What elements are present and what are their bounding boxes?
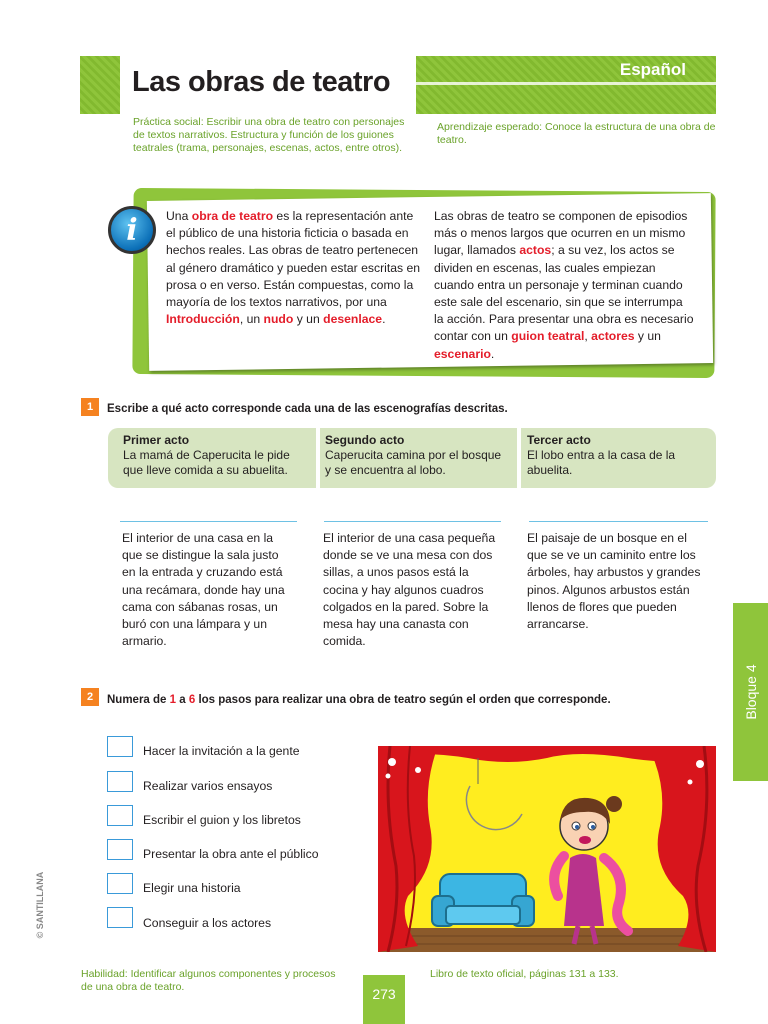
header-left-stripe <box>80 56 120 114</box>
page-title: Las obras de teatro <box>132 66 391 98</box>
term-guion-teatral: guion teatral <box>511 329 585 344</box>
info-icon: i <box>108 206 156 254</box>
act-cell <box>123 433 313 478</box>
social-practice: Práctica social: Escribir una obra de teatro con personajes de textos narrativos. Estructura y función de los guiones teatrales (trama, personajes, escenas, actos, entre otros). <box>133 116 405 154</box>
term-actos: actos <box>519 243 552 258</box>
answer-line[interactable] <box>120 521 297 522</box>
theater-stage-image <box>378 746 716 952</box>
acts-divider <box>517 428 521 488</box>
step-number-box[interactable] <box>107 771 133 792</box>
exercise-2-instruction: Numera de 1 a 6 los pasos para realizar una obra de teatro según el orden que corresponde. <box>107 694 611 706</box>
act-text: La mamá de Caperucita le pide que lleve comida a su abuelita. <box>123 448 290 477</box>
scene-description: El interior de una casa pequeña donde se ve una mesa con dos sillas, a unos pasos está la cocina y hay algunos cuadros colgados en la pared. Sobre la mesa hay una canasta con comida. <box>323 531 496 649</box>
scene-description: El interior de una casa en la que se distingue la sala justo en la entrada y cruzando está una recámara, donde hay una cama con sábanas rosas, un buró con una lámpara y un armario. <box>122 531 285 649</box>
exercise-1-instruction: Escribe a qué acto corresponde cada una de las escenografías descritas. <box>107 403 508 415</box>
act-text: El lobo entra a la casa de la abuelita. <box>527 448 676 477</box>
scene-description: El paisaje de un bosque en el que se ve un caminito entre los árboles, hay arbustos y grandes pinos. Algunos arbustos están llenos de flores que pueden arrancarse. <box>527 531 701 632</box>
exercise-number-badge: 2 <box>81 688 99 706</box>
answer-line[interactable] <box>324 521 501 522</box>
term-nudo: nudo <box>263 312 294 327</box>
term-escenario: escenario <box>434 346 491 361</box>
copyright: © SANTILLANA <box>35 871 45 939</box>
info-text-left: Una obra de teatro es la representación ante el público de una historia ficticia o basada en hechos reales. Las obras de teatro pertenecen al género dramático y pueden estar escritas en prosa o en verso. Están compuestas, como la mayoría de los textos narrativos, por una Introducción, un nudo y un desenlace. <box>166 209 421 327</box>
info-text-right: Las obras de teatro se componen de episodios más o menos largos que ocurren en un mismo lugar, llamados actos; a su vez, los actos se dividen en escenas, las cuales empiezan cuando entra un personaje y terminan cuando este sale del escenario, sin que se interrumpa la acción. Para presentar una obra es necesario contar con un guion teatral, actores y un escenario. <box>434 209 694 361</box>
theater-illustration <box>378 746 716 952</box>
answer-line[interactable] <box>529 521 708 522</box>
step-label: Escribir el guion y los libretos <box>143 813 301 827</box>
acts-divider <box>316 428 320 488</box>
header-divider <box>416 82 716 85</box>
exercise-number-badge: 1 <box>81 398 99 416</box>
term-introduccion: Introducción <box>166 312 240 327</box>
expected-learning: Aprendizaje esperado: Conoce la estructura de una obra de teatro. <box>437 121 716 146</box>
step-label: Presentar la obra ante el público <box>143 847 319 861</box>
act-cell <box>527 433 677 478</box>
term-obra-de-teatro: obra de teatro <box>191 209 274 223</box>
act-title: Primer acto <box>123 433 190 447</box>
act-text: Caperucita camina por el bosque y se encuentra al lobo. <box>325 448 502 477</box>
step-number-box[interactable] <box>107 907 133 928</box>
term-desenlace: desenlace <box>323 312 383 327</box>
block-tab-label: Bloque 4 <box>743 664 759 720</box>
step-number-box[interactable] <box>107 839 133 860</box>
step-label: Hacer la invitación a la gente <box>143 744 300 758</box>
footer-skill: Habilidad: Identificar algunos componentes y procesos de una obra de teatro. <box>81 968 336 993</box>
act-title: Segundo acto <box>325 433 405 447</box>
act-cell <box>325 433 510 478</box>
act-title: Tercer acto <box>527 433 591 447</box>
step-label: Realizar varios ensayos <box>143 779 273 793</box>
step-number-box[interactable] <box>107 736 133 757</box>
step-label: Conseguir a los actores <box>143 916 272 930</box>
footer-book-reference: Libro de texto oficial, páginas 131 a 133. <box>430 968 619 980</box>
page-number: 273 <box>372 986 396 1002</box>
subject-label: Español <box>619 60 686 79</box>
term-actores: actores <box>591 329 635 344</box>
step-number-box[interactable] <box>107 873 133 894</box>
step-number-box[interactable] <box>107 805 133 826</box>
step-label: Elegir una historia <box>143 881 241 895</box>
